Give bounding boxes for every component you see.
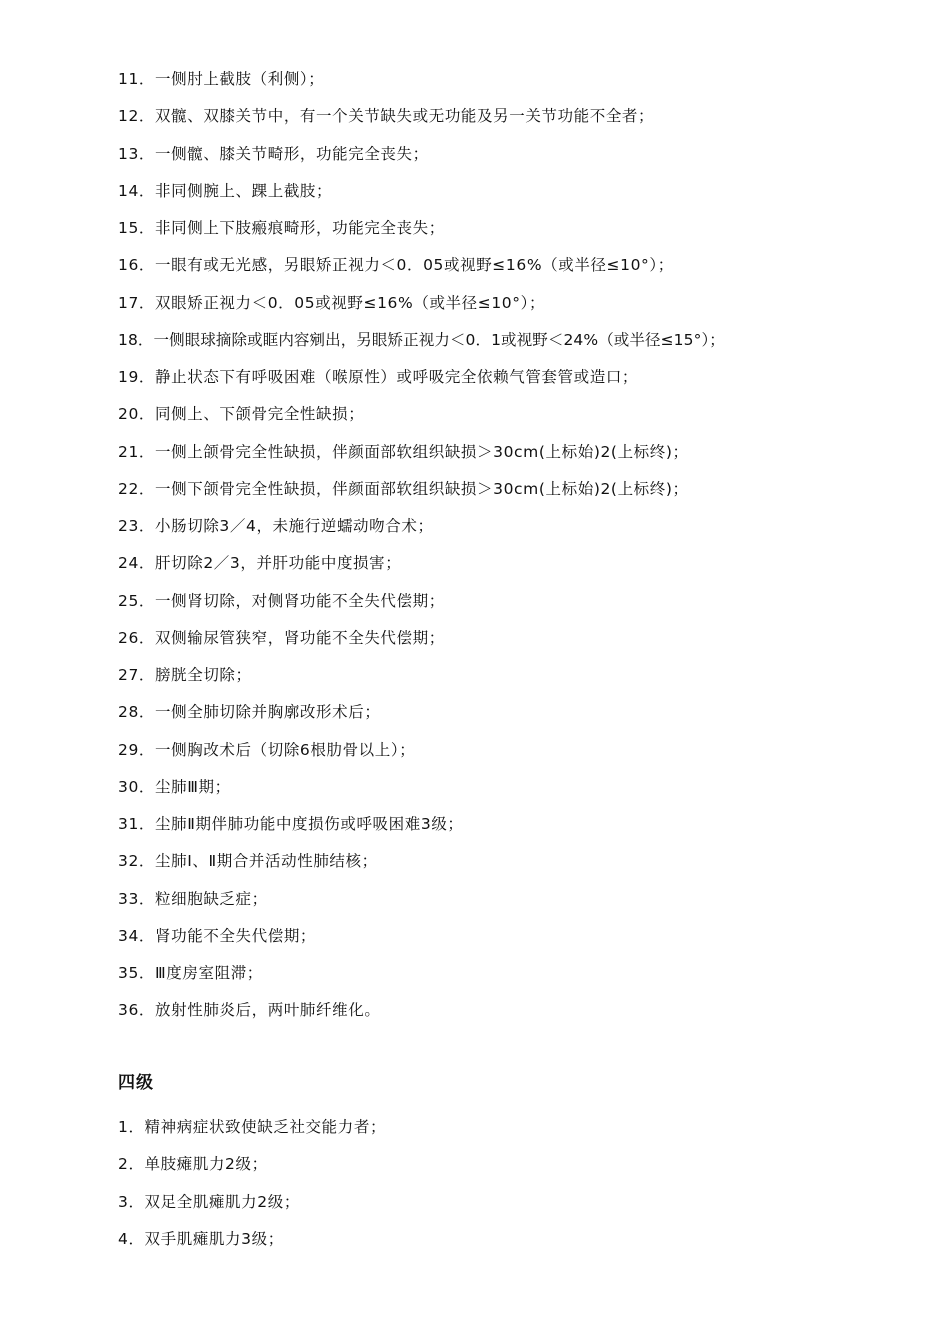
list-item: 25．一侧肾切除，对侧肾功能不全失代偿期；: [118, 591, 445, 610]
list-item: 34．肾功能不全失代偿期；: [118, 926, 317, 945]
list-item: 4．双手肌瘫肌力3级；: [118, 1229, 284, 1248]
list-item: 16．一眼有或无光感，另眼矫正视力＜0．05或视野≤16%（或半径≤10°）；: [118, 256, 674, 275]
list-item: 27．膀胱全切除；: [118, 666, 252, 684]
list-item: 21．一侧上颌骨完全性缺损，伴颜面部软组织缺损＞30cm(上标始)2(上标终)；: [118, 442, 689, 461]
list-item: 13．一侧髋、膝关节畸形，功能完全丧失；: [118, 144, 429, 163]
list-item: 3．双足全肌瘫肌力2级；: [118, 1192, 300, 1211]
list-item: 22．一侧下颌骨完全性缺损，伴颜面部软组织缺损＞30cm(上标始)2(上标终)；: [118, 479, 689, 498]
list-item: 32．尘肺Ⅰ、Ⅱ期合并活动性肺结核；: [118, 852, 378, 871]
list-item: 14．非同侧腕上、踝上截肢；: [118, 181, 333, 200]
list-item: 11．一侧肘上截肢（利侧）；: [118, 70, 325, 88]
list-item: 35．Ⅲ度房室阻滞；: [118, 964, 263, 982]
grade-three-list: [118, 66, 918, 1035]
list-item: 24．肝切除2／3，并肝功能中度损害；: [118, 554, 402, 573]
list-item: 33．粒细胞缺乏症；: [118, 889, 268, 908]
list-item: 12．双髋、双膝关节中，有一个关节缺失或无功能及另一关节功能不全者；: [118, 107, 655, 126]
list-item: 30．尘肺Ⅲ期；: [118, 777, 231, 796]
section-heading-grade-four: 四级: [118, 1073, 154, 1093]
list-item: 29．一侧胸改术后（切除6根肋骨以上）；: [118, 740, 416, 759]
list-item: 20．同侧上、下颌骨完全性缺损；: [118, 405, 365, 424]
list-item: 36．放射性肺炎后，两叶肺纤维化。: [118, 1001, 381, 1020]
list-item: 28．一侧全肺切除并胸廓改形术后；: [118, 703, 381, 722]
grade-four-list: [118, 1114, 918, 1263]
list-item: 17．双眼矫正视力＜0．05或视野≤16%（或半径≤10°）；: [118, 293, 546, 312]
list-item: 15．非同侧上下肢瘢痕畸形，功能完全丧失；: [118, 219, 445, 237]
list-item: 2．单肢瘫肌力2级；: [118, 1155, 268, 1174]
list-item: 26．双侧输尿管狭窄，肾功能不全失代偿期；: [118, 628, 445, 647]
list-item: 1．精神病症状致使缺乏社交能力者；: [118, 1118, 387, 1136]
list-item: 18．一侧眼球摘除或眶内容剜出，另眼矫正视力＜0．1或视野＜24%（或半径≤15°）；: [118, 330, 725, 349]
list-item: 23．小肠切除3／4，未施行逆蠕动吻合术；: [118, 517, 434, 535]
list-item: 19．静止状态下有呼吸困难（喉原性）或呼吸完全依赖气管套管或造口；: [118, 368, 639, 386]
list-item: 31．尘肺Ⅱ期伴肺功能中度损伤或呼吸困难3级；: [118, 815, 464, 833]
